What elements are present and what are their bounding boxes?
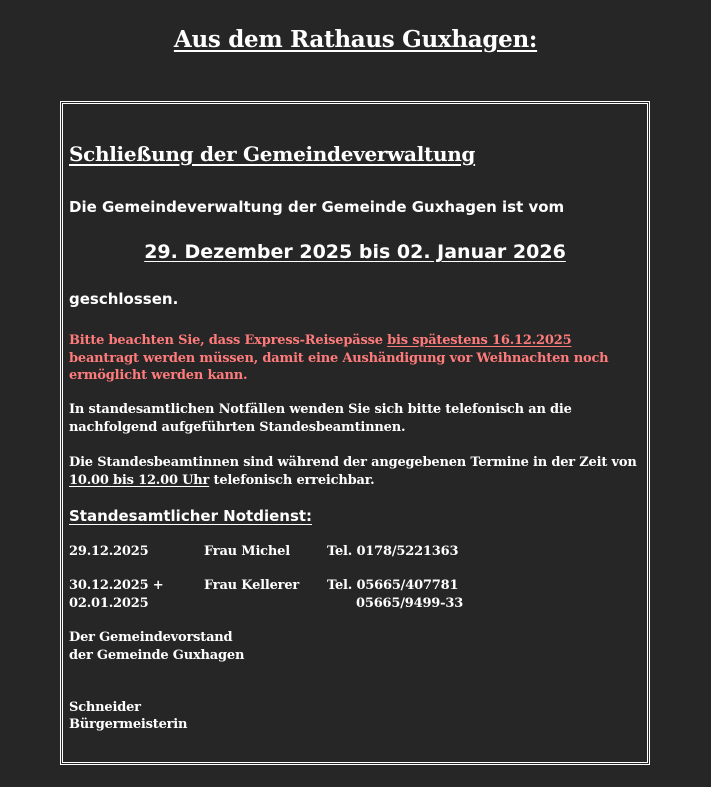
emergency-note: In standesamtlichen Notfällen wenden Sie sich bitte telefonisch an die nachfolgend aufgeführten Standesbeamtinnen.: [69, 402, 572, 435]
signature-name: Schneider: [69, 700, 141, 715]
signature-line: Der Gemeindevorstand: [69, 630, 233, 645]
duty-phone: Tel. 05665/407781: [327, 578, 459, 593]
notice-title: Schließung der Gemeindeverwaltung: [69, 142, 476, 166]
office-hours-note: [69, 454, 644, 489]
duty-name: Frau Kellerer: [204, 578, 300, 593]
hours-text-end: telefonisch erreichbar.: [209, 472, 375, 488]
warning-deadline: bis spätestens 16.12.2025: [387, 333, 572, 348]
warning-text-end: beantragt werden müssen, damit eine Aushändigung vor Weihnachten noch ermöglicht werden kann.: [69, 350, 609, 383]
duty-phone: Tel. 0178/5221363: [327, 544, 459, 559]
closure-intro: Die Gemeindeverwaltung der Gemeinde Guxhagen ist vom: [69, 198, 565, 216]
signature-line: der Gemeinde Guxhagen: [69, 648, 245, 663]
page-title: Aus dem Rathaus Guxhagen:: [173, 26, 538, 53]
duty-heading: Standesamtlicher Notdienst:: [69, 507, 313, 525]
signature-role: Bürgermeisterin: [69, 717, 188, 732]
notice-box: [60, 101, 650, 765]
closure-closed: geschlossen.: [69, 290, 179, 308]
passport-warning: [69, 332, 644, 385]
duty-date: 30.12.2025 +: [69, 578, 164, 593]
closure-period: 29. Dezember 2025 bis 02. Januar 2026: [144, 241, 566, 263]
duty-date-end: 02.01.2025: [69, 596, 149, 611]
duty-date: 29.12.2025: [69, 544, 149, 559]
duty-name: Frau Michel: [204, 544, 290, 559]
warning-text-start: Bitte beachten Sie, dass Express-Reisepässe: [69, 333, 388, 348]
duty-phone-secondary: 05665/9499-33: [356, 596, 464, 611]
hours-time: 10.00 bis 12.00 Uhr: [69, 472, 210, 488]
hours-text-start: Die Standesbeamtinnen sind während der angegebenen Termine in der Zeit von: [69, 455, 637, 470]
